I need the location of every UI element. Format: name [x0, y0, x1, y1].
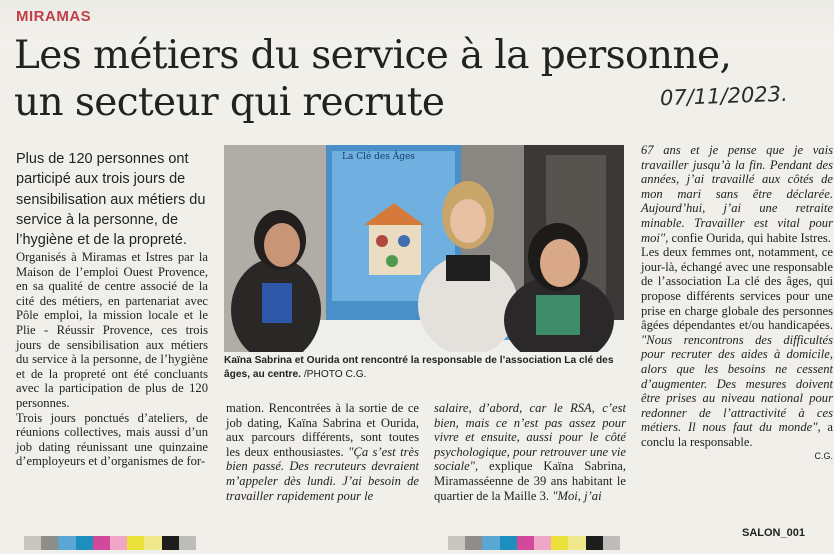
headline-line-1: Les métiers du service à la personne, [14, 33, 732, 78]
column-3-text: , explique Kaïna Sabrina, Miramasséenne de 39 ans habitant le quartier de la Maille 3. [434, 459, 626, 503]
print-color-bar-left [24, 536, 196, 550]
column-3-quote: salaire, d’abord, car le RSA, c’est bien, mais ce n’est pas assez pour vivre et ensuite, aussi pour le côté psychologique, pour retrouver une vie sociale" [434, 401, 626, 474]
color-swatch-0 [448, 536, 465, 550]
handwritten-date: 07/11/2023. [659, 81, 789, 111]
photo-banner-figure-2 [398, 235, 410, 247]
photo-banner-figure-1 [376, 235, 388, 247]
article-column-1 [16, 250, 208, 469]
column-4-quote: 67 ans et je pense que je vais travailler jusqu’à la fin. Pendant des années, j’ai travaillé aux côtés de mon mari sans être déclarée. Aujourd’hui, j’ai une retraite minable. Travailler est vital pour moi" [641, 143, 833, 245]
column-2-text: mation. Rencontrées à la sortie de ce job dating, Kaïna Sabrina et Ourida, aux parcours différents, sont toutes les deux enthousiastes. [226, 401, 419, 459]
photo-person-left-top [262, 283, 292, 323]
column-4-conclusion: , a conclu la responsable. [641, 420, 834, 449]
color-swatch-1 [41, 536, 58, 550]
photo-person-left-face [264, 223, 300, 267]
photo-person-right-face [540, 239, 580, 287]
color-swatch-9 [179, 536, 196, 550]
photo-banner-figure-3 [386, 255, 398, 267]
column-4-paragraph-2: Les deux femmes ont, notamment, ce jour-là, échangé avec une responsable de l’association La clé des âges, qui propose différents services pour une prise en charge globale des personnes âgées dépendantes et/ou handicapées. [641, 245, 833, 333]
photo-person-center-scarf [446, 255, 490, 281]
photo-banner-house [369, 225, 421, 275]
author-signature: C.G. [814, 451, 833, 462]
photo-person-center-face [450, 199, 486, 243]
article-column-4 [641, 143, 833, 464]
color-swatch-8 [162, 536, 179, 550]
photo-person-right-top [536, 295, 580, 335]
color-swatch-8 [586, 536, 603, 550]
color-swatch-6 [551, 536, 568, 550]
article-column-2 [226, 401, 419, 503]
color-swatch-7 [568, 536, 585, 550]
photo-illustration [224, 145, 624, 352]
section-rubric: MIRAMAS [16, 8, 92, 25]
color-swatch-1 [465, 536, 482, 550]
photo-caption [224, 354, 624, 382]
photo-banner-title: La Clé des Âges [342, 152, 415, 162]
page-code: SALON_001 [742, 527, 805, 539]
column-1-paragraph-1: Organisés à Miramas et Istres par la Maison de l’emploi Ouest Provence, en sa qualité de centre associé de la cité des métiers, en partenariat avec Pôle emploi, la mission locale et le Plie - Réussir Provence, ces trois jours de sensibilisation aux métiers du service à la personne, de l’hygiène et de la propreté ont été concluants avec la participation de plus de 120 personnes. [16, 250, 208, 410]
print-color-bar-right [448, 536, 620, 550]
color-swatch-4 [517, 536, 534, 550]
photo-caption-text: Kaïna Sabrina et Ourida ont rencontré la responsable de l’association La clé des âges, au centre. [224, 355, 614, 380]
color-swatch-4 [93, 536, 110, 550]
photo-credit: /PHOTO C.G. [301, 369, 367, 380]
color-swatch-2 [58, 536, 75, 550]
color-swatch-6 [127, 536, 144, 550]
column-2-quote: "Ça s’est très bien passé. Des recruteurs devraient m’appeler dès lundi. J’ai besoin de travailler rapidement pour le [226, 444, 419, 503]
color-swatch-3 [500, 536, 517, 550]
headline-line-2: un secteur qui recrute [14, 80, 445, 125]
color-swatch-3 [76, 536, 93, 550]
color-swatch-0 [24, 536, 41, 550]
color-swatch-9 [603, 536, 620, 550]
column-4-text: , confie Ourida, qui habite Istres. [665, 230, 831, 245]
column-4-quote-2: "Nous rencontrons des difficultés pour recruter des aides à domicile, alors que les besoins ne cessent d’augmenter. Des mesures doivent être prises au niveau national pour redonner de l’attractivité à ces métiers. Il nous faut du monde" [641, 332, 833, 435]
color-swatch-5 [110, 536, 127, 550]
color-swatch-2 [482, 536, 499, 550]
lead-paragraph: Plus de 120 personnes ont participé aux trois jours de sensibilisation aux métiers du service à la personne, de l’hygiène et de la propreté. [16, 151, 206, 249]
article-column-3 [434, 401, 626, 503]
column-1-paragraph-2: Trois jours ponctués d’ateliers, de réunions collectives, mais aussi d’un job dating réunissant une quinzaine d’employeurs et d’organismes de for- [16, 410, 208, 469]
column-3-quote-end: "Moi, j’ai [552, 488, 602, 503]
color-swatch-5 [534, 536, 551, 550]
article-photo [224, 145, 624, 352]
color-swatch-7 [144, 536, 161, 550]
